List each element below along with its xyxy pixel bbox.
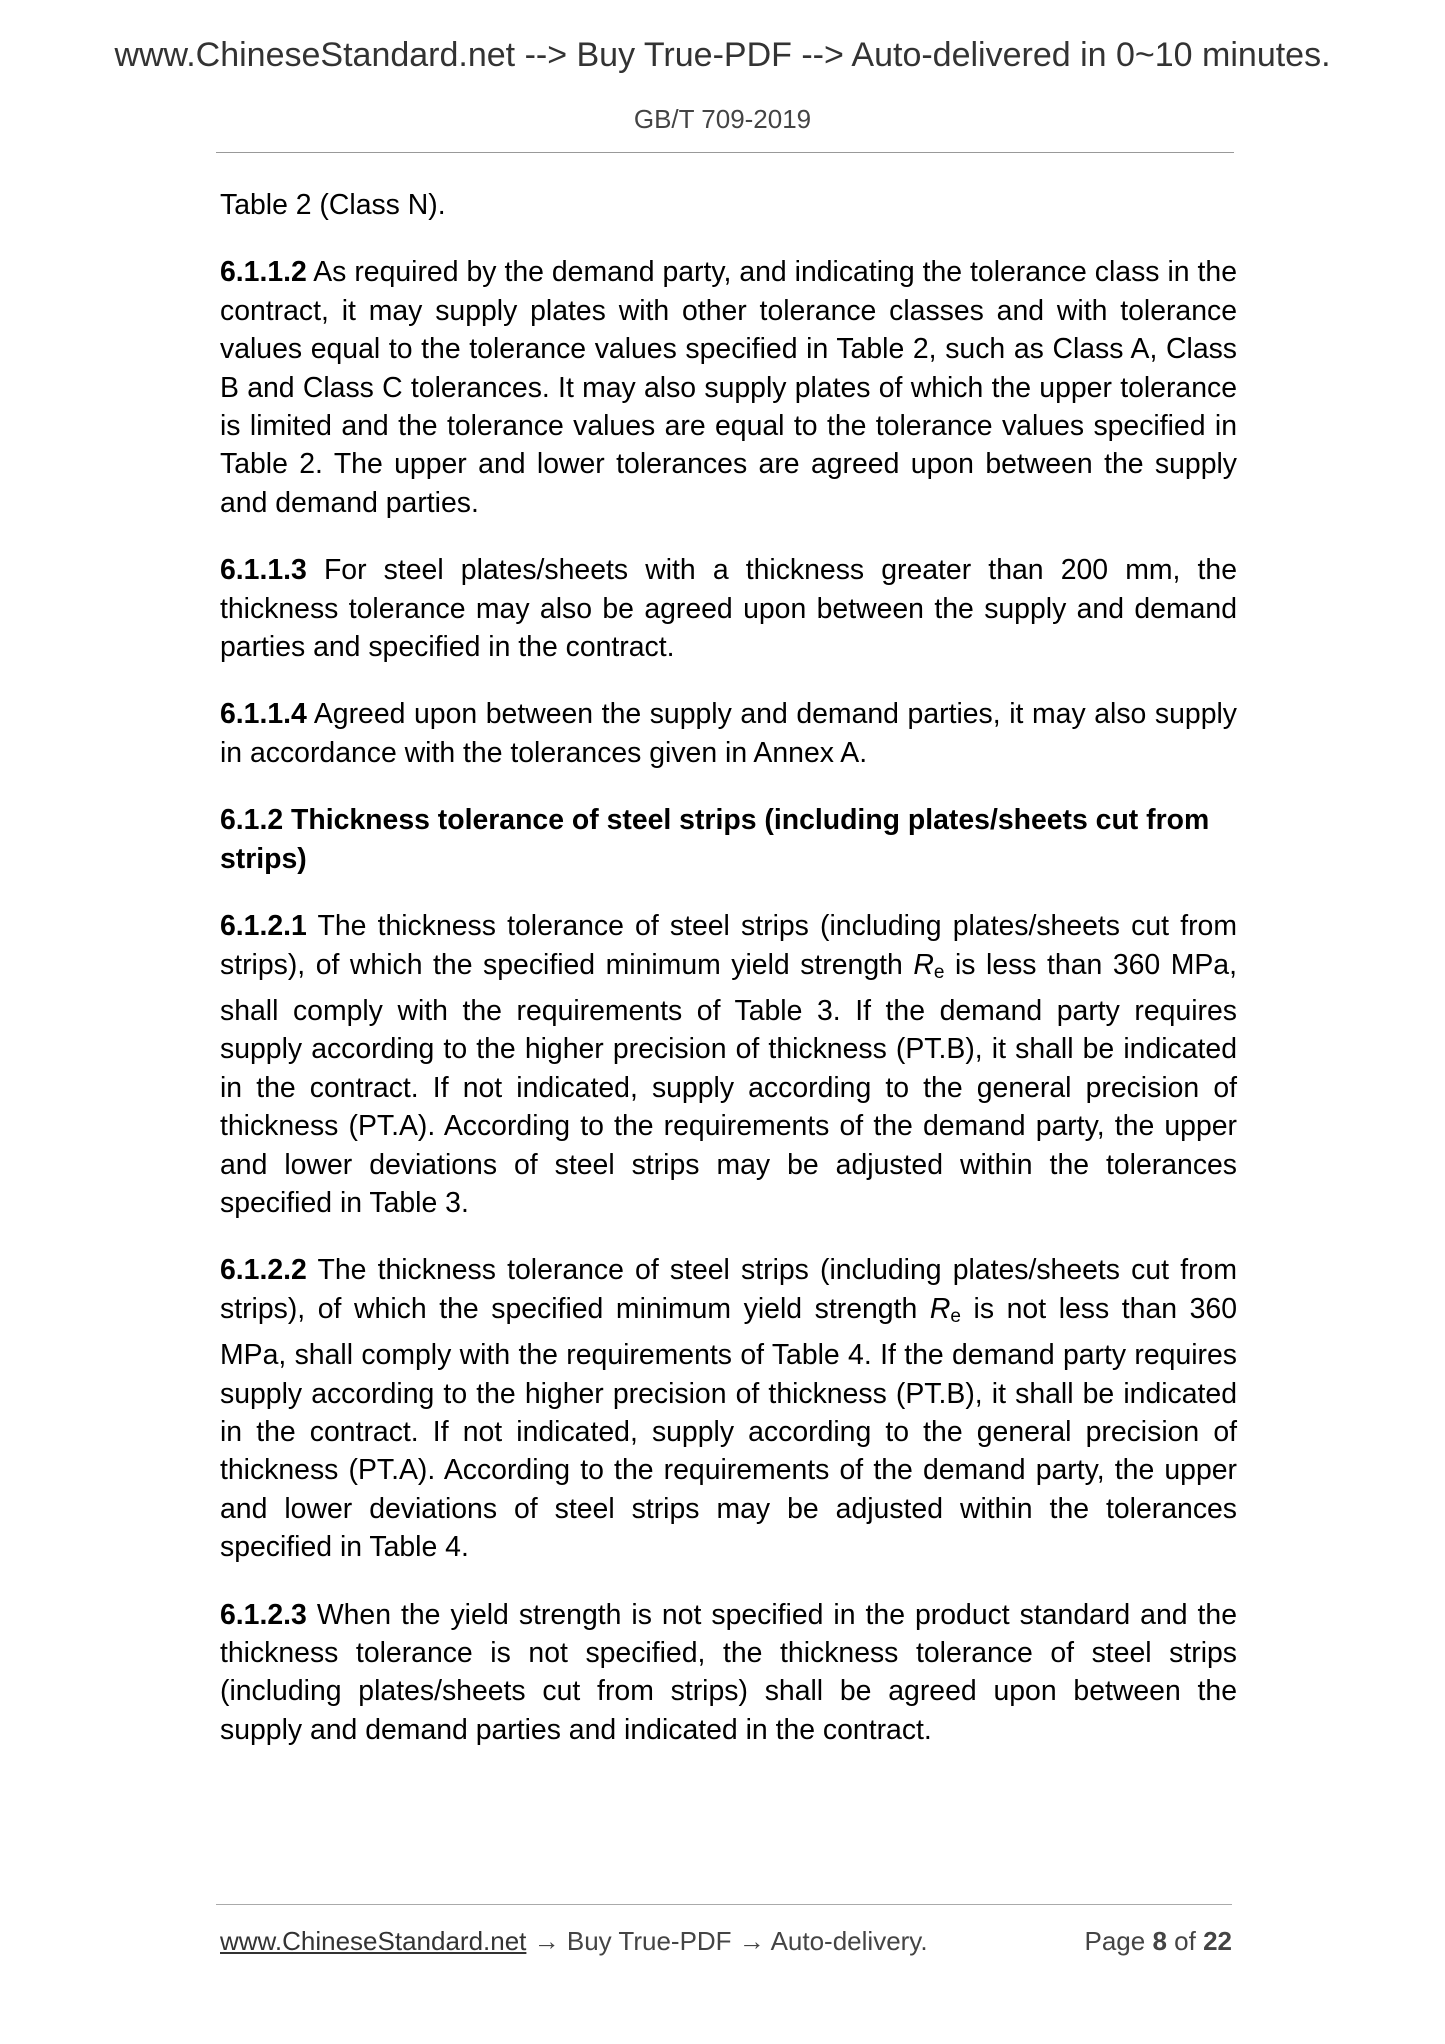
document-body — [220, 186, 1237, 1778]
clause-number: 6.1.1.4 — [220, 698, 307, 731]
clause-6-1-1-4 — [220, 695, 1237, 772]
clause-number: 6.1.2.3 — [220, 1598, 307, 1631]
clause-text-part-b: is less than 360 MPa, shall comply with the requirements of Table 3. If the demand party requires supply according to the higher precision of thickness (PT.B), it shall be indicated in the contract. If not indicated, supply according to the general precision of thickness (PT.A). According to the requirements of the demand party, the upper and lower deviations of steel strips may be adjusted within the tolerances specified in Table 3. — [220, 948, 1237, 1219]
clause-6-1-1-3 — [220, 551, 1237, 666]
footer-tagline — [220, 1926, 928, 1957]
yield-strength-symbol: R — [929, 1292, 951, 1325]
of-word: of — [1174, 1926, 1196, 1956]
clause-6-1-2-3 — [220, 1596, 1237, 1750]
clause-6-1-1-2 — [220, 253, 1237, 522]
clause-number: 6.1.2.2 — [220, 1254, 307, 1287]
continuation-text: Table 2 (Class N). — [220, 189, 446, 221]
standard-code: GB/T 709-2019 — [633, 104, 812, 134]
clause-text: As required by the demand party, and indicating the tolerance class in the contract, it may supply plates with other tolerance classes and with tolerance values equal to the tolerance values specified in Table 2, such as Class A, Class B and Class C tolerances. It may also supply plates of which the upper tolerance is limited and the tolerance values are equal to the tolerance values specified in Table 2. The upper and lower tolerances are agreed upon between the supply and demand parties. — [220, 256, 1237, 519]
clause-text: When the yield strength is not specified in the product standard and the thickness tolerance is not specified, the thickness tolerance of steel strips (including plates/sheets cut from strips) shall be agreed upon between the supply and demand parties and indicated in the contract. — [220, 1598, 1237, 1746]
top-banner: www.ChineseStandard.net --> Buy True-PDF --> Auto-delivered in 0~10 minutes. — [114, 36, 1331, 74]
clause-number: 6.1.1.3 — [220, 554, 307, 587]
clause-number: 6.1.1.2 — [220, 256, 307, 289]
yield-strength-subscript: e — [933, 961, 945, 983]
clause-text-part-b: is not less than 360 MPa, shall comply with the requirements of Table 4. If the demand party requires supply according to the higher precision of thickness (PT.B), it shall be indicated in the contract. If not indicated, supply according to the general precision of thickness (PT.A). According to the requirements of the demand party, the upper and lower deviations of steel strips may be adjusted within the tolerances specified in Table 4. — [220, 1292, 1237, 1564]
website-link[interactable]: www.ChineseStandard.net — [220, 1926, 527, 1956]
clause-6-1-2-2 — [220, 1251, 1237, 1566]
clause-text-part-a: The thickness tolerance of steel strips (including plates/sheets cut from strips), of which the specified minimum yield strength — [220, 910, 1237, 981]
footer-tagline-text: → Buy True-PDF → Auto-delivery. — [526, 1926, 928, 1956]
clause-text: Agreed upon between the supply and demand parties, it may also supply in accordance with the tolerances given in Annex A. — [220, 698, 1237, 769]
section-heading-6-1-2: 6.1.2 Thickness tolerance of steel strips (including plates/sheets cut from strips) — [220, 804, 1210, 875]
total-pages-number: 22 — [1203, 1926, 1232, 1956]
clause-number: 6.1.2.1 — [220, 910, 307, 943]
current-page-number: 8 — [1152, 1926, 1167, 1956]
page-indicator — [1084, 1926, 1232, 1957]
clause-6-1-2-1 — [220, 907, 1237, 1222]
page-word: Page — [1084, 1926, 1146, 1956]
clause-text: For steel plates/sheets with a thickness greater than 200 mm, the thickness tolerance may also be agreed upon between the supply and demand parties and specified in the contract. — [220, 554, 1237, 664]
page-footer — [220, 1926, 1232, 1966]
yield-strength-subscript: e — [950, 1305, 961, 1327]
clause-text-part-a: The thickness tolerance of steel strips (including plates/sheets cut from strips), of which the specified minimum yield strength — [220, 1254, 1237, 1325]
yield-strength-symbol: R — [913, 948, 934, 981]
footer-divider — [216, 1904, 1232, 1905]
header-divider — [216, 152, 1234, 153]
